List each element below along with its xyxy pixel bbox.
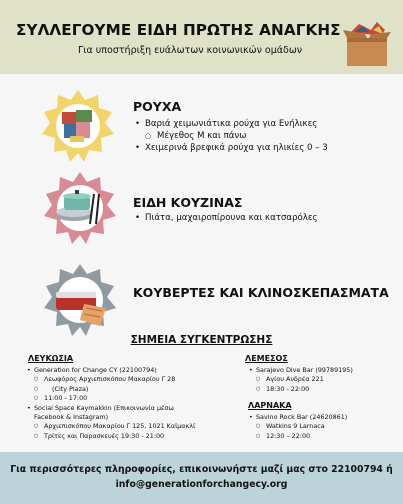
location-name: • Generation for Change CY (22100794): [26, 366, 195, 375]
location-name: • Social Space Kaymakkin (Επικοινωνία μέσω: [26, 404, 195, 413]
location-hours: ○ Τρίτες και Παρασκευές 19:30 - 21:00: [26, 432, 195, 441]
location-address: ○ Αγίου Ανδρέα 221: [248, 375, 353, 384]
city-lefkosia: ΛΕΥΚΩΣΙΑ: [28, 354, 74, 363]
location-hours: ○ 11:00 - 17:00: [26, 394, 195, 403]
list-item: • Βαριά χειμωνιάτικα ρούχα για Ενήλικες: [133, 118, 328, 130]
lemesos-locations: [248, 366, 353, 394]
kitchenware-icon: [44, 172, 116, 244]
clothes-list: [133, 118, 328, 154]
list-item: • Πιάτα, μαχαιροπίρουνα και κατσαρόλες: [133, 212, 318, 224]
city-lemesos: ΛΕΜΕΣΟΣ: [245, 354, 288, 363]
list-item: • Χειμερινά βρεφικά ρούχα για ηλικίες 0 – 3: [133, 142, 328, 154]
location-address: ○ Αρχιεπισκόπου Μακαρίου Γ 125, 1021 Καϊμακλί: [26, 422, 195, 431]
location-name: • Savino Rock Bar (24620861): [248, 413, 347, 422]
clothes-icon: [42, 90, 114, 162]
lefkosia-locations: [26, 366, 195, 441]
location-hours: ○ 12:30 – 22:00: [248, 432, 347, 441]
page-title: ΣΥΛΛΕΓΟΥΜΕ ΕΙΔΗ ΠΡΩΤΗΣ ΑΝΑΓΚΗΣ: [16, 21, 341, 39]
larnaka-locations: [248, 413, 347, 441]
collection-points-title: ΣΗΜΕΙΑ ΣΥΓΚΕΝΤΡΩΣΗΣ: [130, 334, 273, 346]
location-address-cont: ○ (City Plaza): [26, 385, 195, 394]
location-name: • Sarajevo Dive Bar (99789195): [248, 366, 353, 375]
contact-line: Για περισσότερες πληροφορίες, επικοινωνήστε μαζί μας στο 22100794 ή: [10, 464, 393, 475]
blanket-icon: [44, 264, 116, 336]
city-larnaka: ΛΑΡΝΑΚΑ: [248, 401, 292, 410]
page-subtitle: Για υποστήριξη ευάλωτων κοινωνικών ομάδων: [78, 45, 303, 56]
location-name-cont: Facebook & Instagram): [34, 413, 109, 422]
footer-banner: [0, 452, 403, 504]
location-address: ○ Λεωφόρος Αρχιεπισκόπου Μακαρίου Γ 28: [26, 375, 195, 384]
location-address: ○ Watkins 9 Larnaca: [248, 422, 347, 431]
location-hours: ○ 18:30 - 22:00: [248, 385, 353, 394]
contact-email: info@generationforchangecy.org: [115, 479, 288, 490]
donation-box-icon: [341, 20, 391, 68]
category-title-blankets: ΚΟΥΒΕΡΤΕΣ ΚΑΙ ΚΛΙΝΟΣΚΕΠΑΣΜΑΤΑ: [133, 285, 389, 300]
kitchen-list: [133, 212, 318, 224]
category-title-clothes: ΡΟΥΧΑ: [133, 99, 182, 114]
list-item: ○ Μέγεθος Μ και πάνω: [133, 130, 328, 142]
category-title-kitchen: ΕΙΔΗ ΚΟΥΖΙΝΑΣ: [133, 195, 243, 210]
contact-info: [0, 462, 403, 492]
header-banner: [0, 0, 403, 74]
